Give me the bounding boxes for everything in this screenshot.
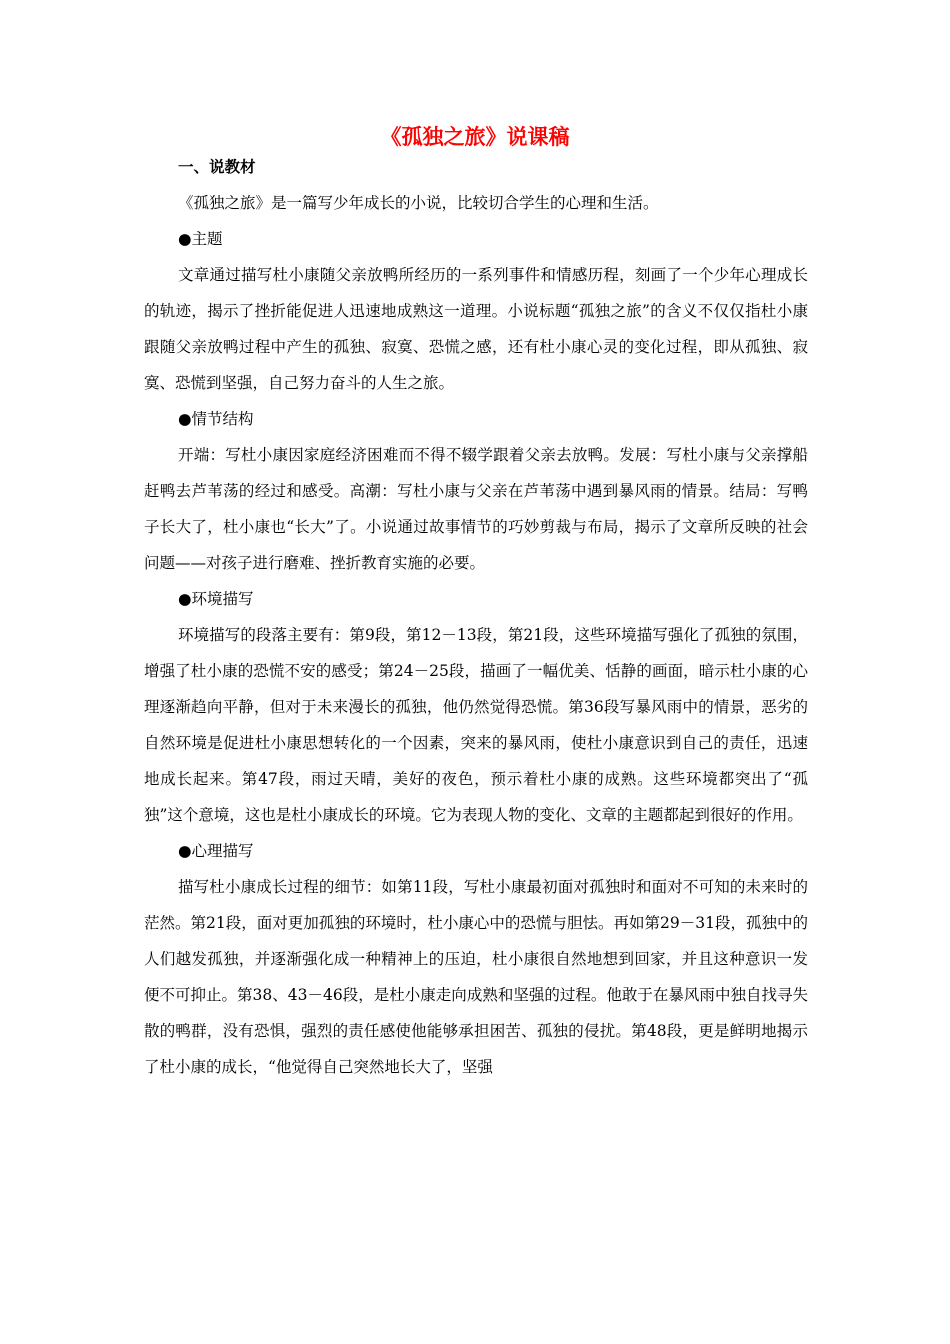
plot-paragraph: 开端：写杜小康因家庭经济困难而不得不辍学跟着父亲去放鸭。发展：写杜小康与父亲撑船赶鸭去芦苇荡的经过和感受。高潮：写杜小康与父亲在芦苇荡中遇到暴风雨的情景。结局：写鸭子长大了，杜小康也“长大”了。小说通过故事情节的巧妙剪裁与布局，揭示了文章所反映的社会问题——对孩子进行磨难、挫折教育实施的必要。 (144, 446, 808, 572)
environment-paragraph: 环境描写的段落主要有：第9段，第12－13段，第21段，这些环境描写强化了孤独的氛围，增强了杜小康的恐慌不安的感受；第24－25段，描画了一幅优美、恬静的画面，暗示杜小康的心理逐渐趋向平静，但对于未来漫长的孤独，他仍然觉得恐慌。第36段写暴风雨中的情景，恶劣的自然环境是促进杜小康思想转化的一个因素，突来的暴风雨，使杜小康意识到自己的责任，迅速地成长起来。第47段，雨过天晴，美好的夜色，预示着杜小康的成熟。这些环境都突出了“孤独”这个意境，这也是杜小康成长的环境。它为表现人物的变化、文章的主题都起到很好的作用。 (144, 626, 808, 824)
psychology-heading: ●心理描写 (178, 842, 254, 860)
plot-heading: ●情节结构 (178, 410, 254, 428)
section-heading-teaching-material: 一、说教材 (178, 158, 256, 176)
page-title: 《孤独之旅》说课稿 (380, 125, 570, 149)
document-body (144, 149, 808, 1085)
psychology-paragraph: 描写杜小康成长过程的细节：如第11段，写杜小康最初面对孤独时和面对不可知的未来时的茫然。第21段，面对更加孤独的环境时，杜小康心中的恐慌与胆怯。再如第29－31段，孤独中的人们越发孤独，并逐渐强化成一种精神上的压迫，杜小康很自然地想到回家，并且这种意识一发便不可抑止。第38、43－46段，是杜小康走向成熟和坚强的过程。他敢于在暴风雨中独自找寻失散的鸭群，没有恐惧，强烈的责任感使他能够承担困苦、孤独的侵扰。第48段，更是鲜明地揭示了杜小康的成长，“他觉得自己突然地长大了，坚强 (144, 878, 808, 1076)
environment-heading: ●环境描写 (178, 590, 254, 608)
intro-paragraph: 《孤独之旅》是一篇写少年成长的小说，比较切合学生的心理和生活。 (178, 194, 659, 212)
theme-heading: ●主题 (178, 230, 223, 248)
theme-paragraph: 文章通过描写杜小康随父亲放鸭所经历的一系列事件和情感历程，刻画了一个少年心理成长的轨迹，揭示了挫折能促进人迅速地成熟这一道理。小说标题“孤独之旅”的含义不仅仅指杜小康跟随父亲放鸭过程中产生的孤独、寂寞、恐慌之感，还有杜小康心灵的变化过程，即从孤独、寂寞、恐慌到坚强，自己努力奋斗的人生之旅。 (144, 266, 808, 392)
